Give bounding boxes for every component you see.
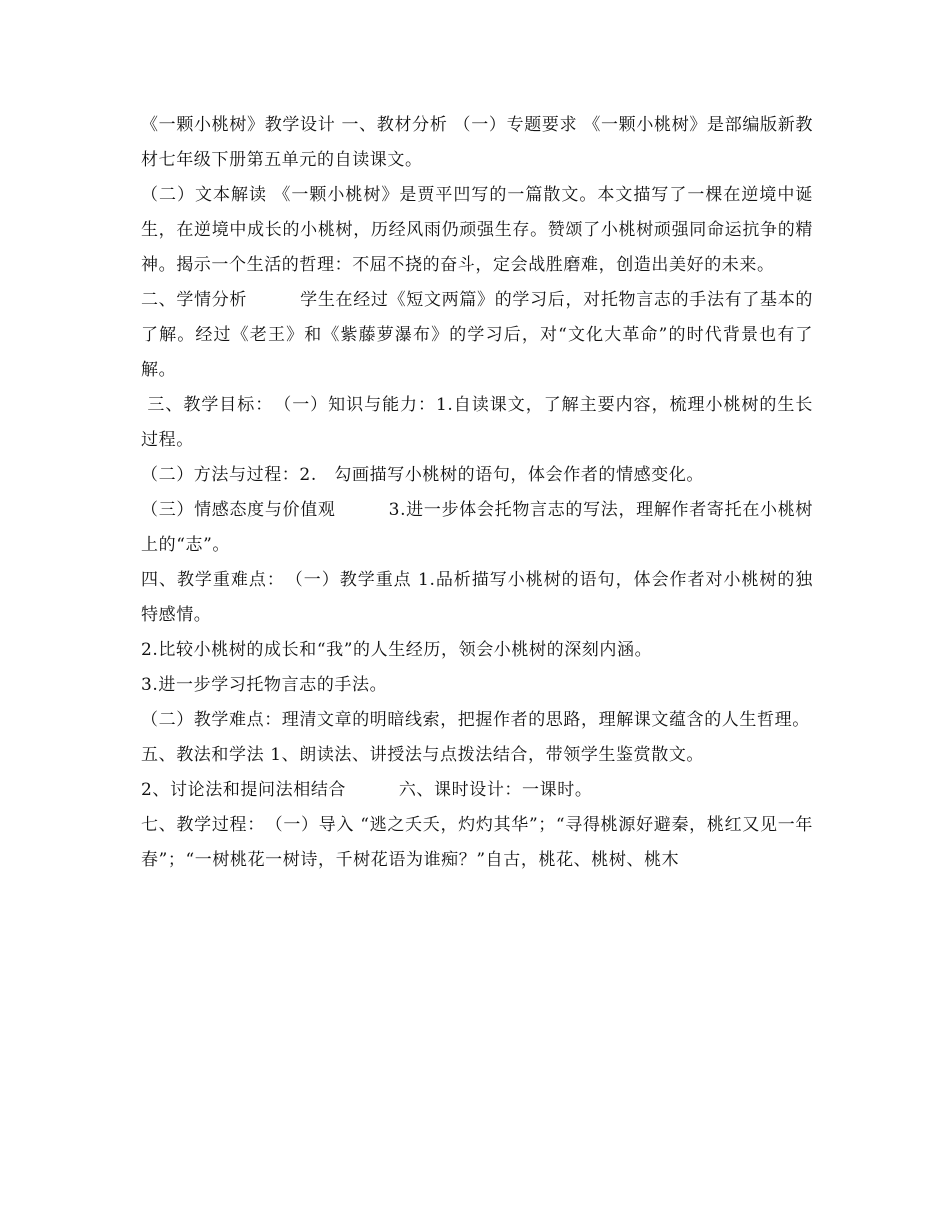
- paragraph-12: 2、讨论法和提问法相结合 六、课时设计：一课时。: [141, 780, 593, 800]
- paragraph-9: 3.进一步学习托物言志的手法。: [141, 675, 388, 695]
- paragraph-6: （三）情感态度与价值观 3.进一步体会托物言志的写法，理解作者寄托在小桃树上的“志”。: [141, 500, 813, 555]
- paragraph-4: 三、教学目标： （一）知识与能力：1.自读课文，了解主要内容，梳理小桃树的生长过程。: [141, 395, 813, 450]
- paragraph-2: （二）文本解读 《一颗小桃树》是贾平凹写的一篇散文。本文描写了一棵在逆境中诞生，在逆境中成长的小桃树，历经风雨仍顽强生存。赞颂了小桃树顽强同命运抗争的精神。揭示一个生活的哲理：不屈不挠的奋斗，定会战胜磨难，创造出美好的未来。: [141, 185, 813, 275]
- paragraph-7: 四、教学重难点： （一）教学重点 1.品析描写小桃树的语句，体会作者对小桃树的独特感情。: [141, 570, 813, 625]
- paragraph-11: 五、教法和学法 1、朗读法、讲授法与点拨法结合，带领学生鉴赏散文。: [141, 745, 705, 765]
- document-body: [141, 108, 813, 878]
- paragraph-5: （二）方法与过程：2. 勾画描写小桃树的语句，体会作者的情感变化。: [141, 465, 705, 485]
- paragraph-1: 《一颗小桃树》教学设计 一、教材分析 （一）专题要求 《一颗小桃树》是部编版新教材七年级下册第五单元的自读课文。: [141, 115, 813, 170]
- paragraph-10: （二）教学难点：理清文章的明暗线索，把握作者的思路，理解课文蕴含的人生哲理。: [141, 710, 810, 730]
- paragraph-3: 二、学情分析 学生在经过《短文两篇》的学习后，对托物言志的手法有了基本的了解。经过《老王》和《紫藤萝瀑布》的学习后，对“文化大革命”的时代背景也有了解。: [141, 290, 813, 380]
- paragraph-8: 2.比较小桃树的成长和“我”的人生经历，领会小桃树的深刻内涵。: [141, 640, 653, 660]
- paragraph-13: 七、教学过程： （一）导入 “逃之夭夭，灼灼其华”；“寻得桃源好避秦，桃红又见一年春”；“一树桃花一树诗，千树花语为谁痴？”自古，桃花、桃树、桃木: [141, 815, 813, 870]
